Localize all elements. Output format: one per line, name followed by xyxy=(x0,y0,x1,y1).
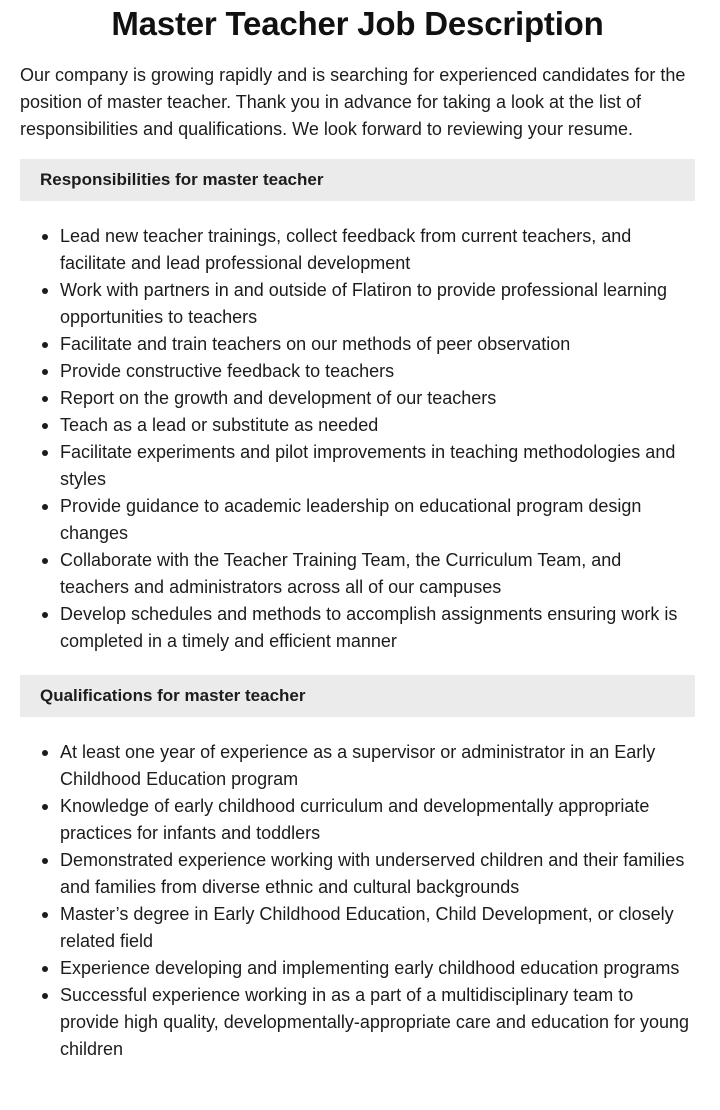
responsibilities-heading: Responsibilities for master teacher xyxy=(20,159,695,201)
list-item-text: Successful experience working in as a part of a multidisciplinary team to provide high quality, developmentally-appropriate care and education for young children xyxy=(60,985,690,1059)
list-item-text: Teach as a lead or substitute as needed xyxy=(60,415,379,435)
list-item-text: Facilitate experiments and pilot improvements in teaching methodologies and styles xyxy=(60,442,676,489)
list-item xyxy=(60,412,695,439)
list-item xyxy=(60,331,695,358)
bullet-icon xyxy=(42,504,48,510)
list-item xyxy=(60,385,695,412)
bullet-icon xyxy=(42,966,48,972)
list-item xyxy=(60,223,695,277)
qualifications-heading: Qualifications for master teacher xyxy=(20,675,695,717)
bullet-icon xyxy=(42,288,48,294)
intro-paragraph: Our company is growing rapidly and is searching for experienced candidates for the position of master teacher. Thank you in advance for taking a look at the list of responsibilities and qualifications. We look forward to reviewing your resume. xyxy=(20,65,686,139)
bullet-icon xyxy=(42,912,48,918)
bullet-icon xyxy=(42,396,48,402)
bullet-icon xyxy=(42,858,48,864)
bullet-icon xyxy=(42,750,48,756)
list-item-text: At least one year of experience as a supervisor or administrator in an Early Childhood Education program xyxy=(60,742,656,789)
bullet-icon xyxy=(42,450,48,456)
list-item xyxy=(60,739,695,793)
bullet-icon xyxy=(42,612,48,618)
list-item xyxy=(60,493,695,547)
list-item-text: Work with partners in and outside of Flatiron to provide professional learning opportunities to teachers xyxy=(60,280,667,327)
bullet-icon xyxy=(42,369,48,375)
list-item xyxy=(60,955,695,982)
list-item xyxy=(60,901,695,955)
list-item-text: Develop schedules and methods to accomplish assignments ensuring work is completed in a timely and efficient manner xyxy=(60,604,678,651)
bullet-icon xyxy=(42,342,48,348)
list-item-text: Collaborate with the Teacher Training Team, the Curriculum Team, and teachers and administrators across all of our campuses xyxy=(60,550,622,597)
qualifications-list xyxy=(20,739,695,1063)
list-item xyxy=(60,793,695,847)
page-title: Master Teacher Job Description xyxy=(111,5,604,42)
list-item-text: Experience developing and implementing early childhood education programs xyxy=(60,958,680,978)
responsibilities-list xyxy=(20,223,695,655)
list-item xyxy=(60,547,695,601)
list-item-text: Report on the growth and development of our teachers xyxy=(60,388,497,408)
list-item xyxy=(60,358,695,385)
list-item-text: Knowledge of early childhood curriculum and developmentally appropriate practices for infants and toddlers xyxy=(60,796,650,843)
list-item xyxy=(60,847,695,901)
bullet-icon xyxy=(42,993,48,999)
bullet-icon xyxy=(42,423,48,429)
list-item-text: Demonstrated experience working with underserved children and their families and families from diverse ethnic and cultural backgrounds xyxy=(60,850,685,897)
list-item-text: Provide guidance to academic leadership on educational program design changes xyxy=(60,496,642,543)
list-item xyxy=(60,277,695,331)
list-item xyxy=(60,982,695,1063)
list-item-text: Lead new teacher trainings, collect feedback from current teachers, and facilitate and lead professional development xyxy=(60,226,632,273)
bullet-icon xyxy=(42,804,48,810)
list-item xyxy=(60,439,695,493)
list-item-text: Facilitate and train teachers on our methods of peer observation xyxy=(60,334,571,354)
list-item-text: Master’s degree in Early Childhood Education, Child Development, or closely related field xyxy=(60,904,674,951)
list-item-text: Provide constructive feedback to teachers xyxy=(60,361,395,381)
bullet-icon xyxy=(42,234,48,240)
list-item xyxy=(60,601,695,655)
bullet-icon xyxy=(42,558,48,564)
